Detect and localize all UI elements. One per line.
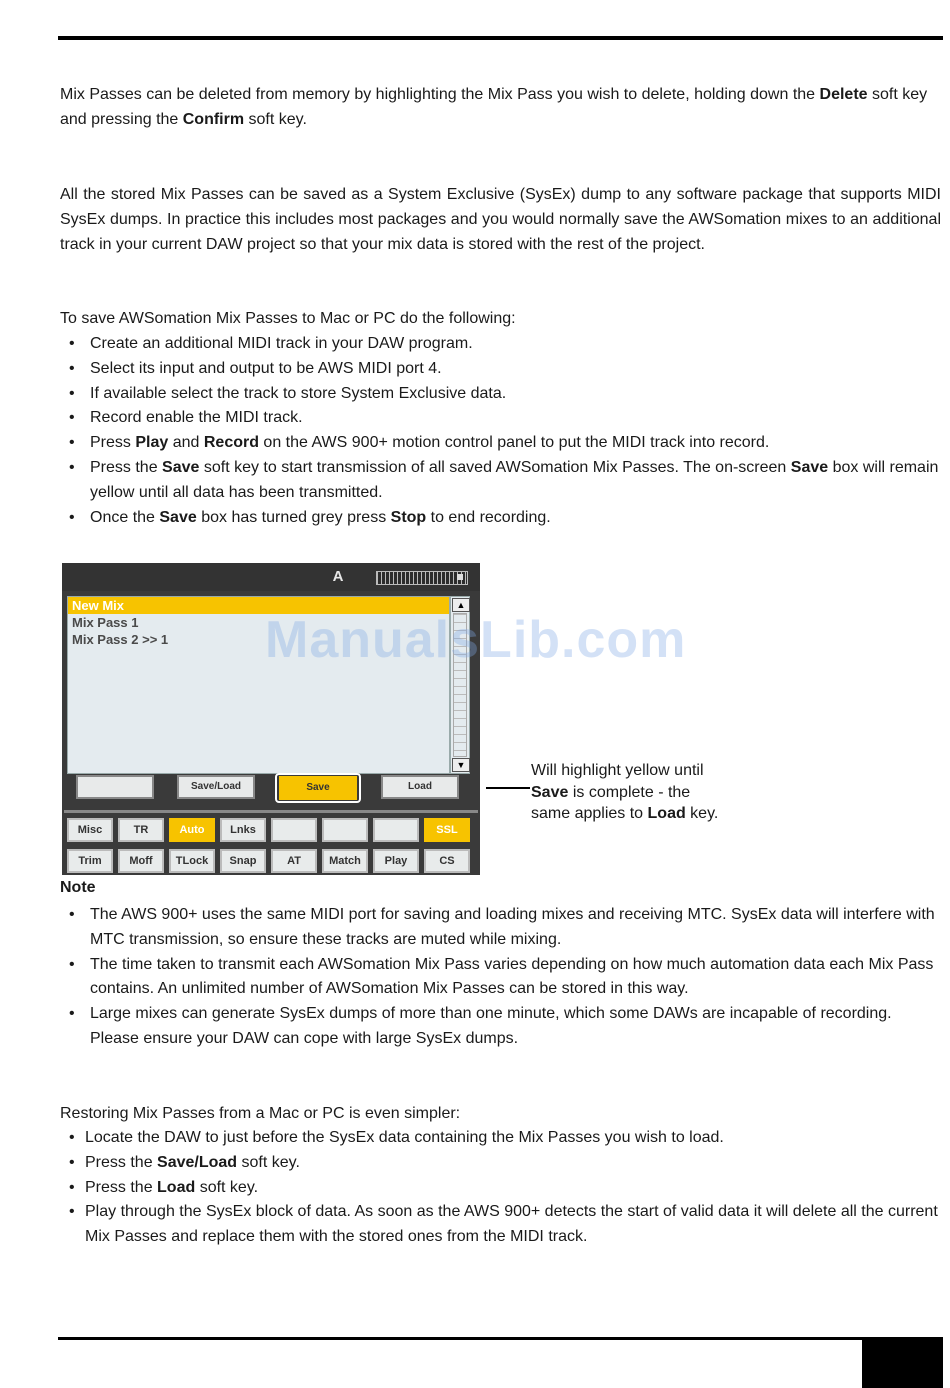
watermark: ManualsLib.com [265, 611, 687, 669]
trim-key[interactable]: Trim [67, 849, 113, 873]
list-item: • The AWS 900+ uses the same MIDI port for saving and loading mixes and receiving MTC. SysEx data will interfere with MTC transmission, so ensure these tracks are muted while mixing. [60, 903, 941, 953]
list-item: • Press Play and Record on the AWS 900+ motion control panel to put the MIDI track into record. [60, 431, 941, 456]
match-key[interactable]: Match [322, 849, 368, 873]
top-rule [58, 36, 943, 40]
list-item: • Select its input and output to be AWS MIDI port 4. [60, 357, 941, 382]
blank-key[interactable] [271, 818, 317, 842]
scroll-down-icon[interactable]: ▼ [452, 758, 470, 772]
divider [64, 810, 478, 813]
blank-key[interactable] [373, 818, 419, 842]
lnks-key[interactable]: Lnks [220, 818, 266, 842]
list-item[interactable]: Mix Pass 2 >> 1 [72, 632, 169, 647]
list-item: • Press the Save soft key to start transmission of all saved AWSomation Mix Passes. The on-screen Save box will remain yellow until all data has been transmitted. [60, 456, 941, 506]
auto-key[interactable]: Auto [169, 818, 215, 842]
blank-key[interactable] [322, 818, 368, 842]
list-item: • Locate the DAW to just before the SysEx data containing the Mix Passes you wish to load. [60, 1126, 941, 1151]
play-key[interactable]: Play [373, 849, 419, 873]
ssl-key[interactable]: SSL [424, 818, 470, 842]
list-item: • Record enable the MIDI track. [60, 406, 941, 431]
note-list [60, 903, 941, 1052]
list-item: • Press the Load soft key. [60, 1176, 941, 1201]
misc-key[interactable]: Misc [67, 818, 113, 842]
load-softkey[interactable]: Load [381, 775, 459, 799]
list-item: • Large mixes can generate SysEx dumps of more than one minute, which some DAWs are incapable of recording. Please ensure your DAW can cope with large SysEx dumps. [60, 1002, 941, 1052]
list-item: • The time taken to transmit each AWSomation Mix Pass varies depending on how much automation data each Mix Pass contains. An unlimited number of AWSomation Mix Passes can be stored in this way. [60, 953, 941, 1003]
level-meter-icon [376, 571, 468, 585]
restore-steps-list [60, 1126, 941, 1250]
bottom-rule [58, 1337, 943, 1340]
callout-line [486, 787, 530, 789]
sysex-paragraph: All the stored Mix Passes can be saved as a System Exclusive (SysEx) dump to any software package that supports MIDI SysEx dumps. In practice this includes most packages and you would normally save the AWSomation mixes to an additional track in your current DAW project so that your mix data is stored with the rest of the project. [60, 186, 941, 253]
scroll-up-icon[interactable]: ▲ [452, 598, 470, 612]
list-item[interactable]: New Mix [68, 597, 449, 614]
list-item: • Play through the SysEx block of data. As soon as the AWS 900+ detects the start of valid data it will delete all the current Mix Passes and replace them with the stored ones from the MIDI track. [60, 1200, 941, 1250]
list-item: • If available select the track to store System Exclusive data. [60, 382, 941, 407]
softkey-blank[interactable] [76, 775, 154, 799]
moff-key[interactable]: Moff [118, 849, 164, 873]
list-item: • Once the Save box has turned grey press Stop to end recording. [60, 506, 941, 531]
cs-key[interactable]: CS [424, 849, 470, 873]
callout-text: Will highlight yellow until Save is complete - the same applies to Load key. [531, 762, 719, 822]
screen-header [62, 563, 480, 591]
save-lead: To save AWSomation Mix Passes to Mac or PC do the following: [60, 310, 516, 327]
meter-marker-icon [457, 574, 463, 580]
at-key[interactable]: AT [271, 849, 317, 873]
list-item: • Press the Save/Load soft key. [60, 1151, 941, 1176]
note-heading: Note [60, 879, 96, 896]
save-load-softkey[interactable]: Save/Load [177, 775, 255, 799]
snap-key[interactable]: Snap [220, 849, 266, 873]
save-softkey[interactable]: Save [279, 776, 357, 800]
list-item: • Create an additional MIDI track in your DAW program. [60, 332, 941, 357]
restore-lead: Restoring Mix Passes from a Mac or PC is even simpler: [60, 1105, 461, 1122]
delete-paragraph: Mix Passes can be deleted from memory by highlighting the Mix Pass you wish to delete, holding down the Delete soft key and pressing the Confirm soft key. [60, 86, 928, 128]
tlock-key[interactable]: TLock [169, 849, 215, 873]
mode-label: A [332, 568, 344, 585]
save-steps-list [60, 332, 941, 530]
tr-key[interactable]: TR [118, 818, 164, 842]
list-item[interactable]: Mix Pass 1 [72, 615, 139, 630]
page-number-tab [862, 1340, 943, 1388]
